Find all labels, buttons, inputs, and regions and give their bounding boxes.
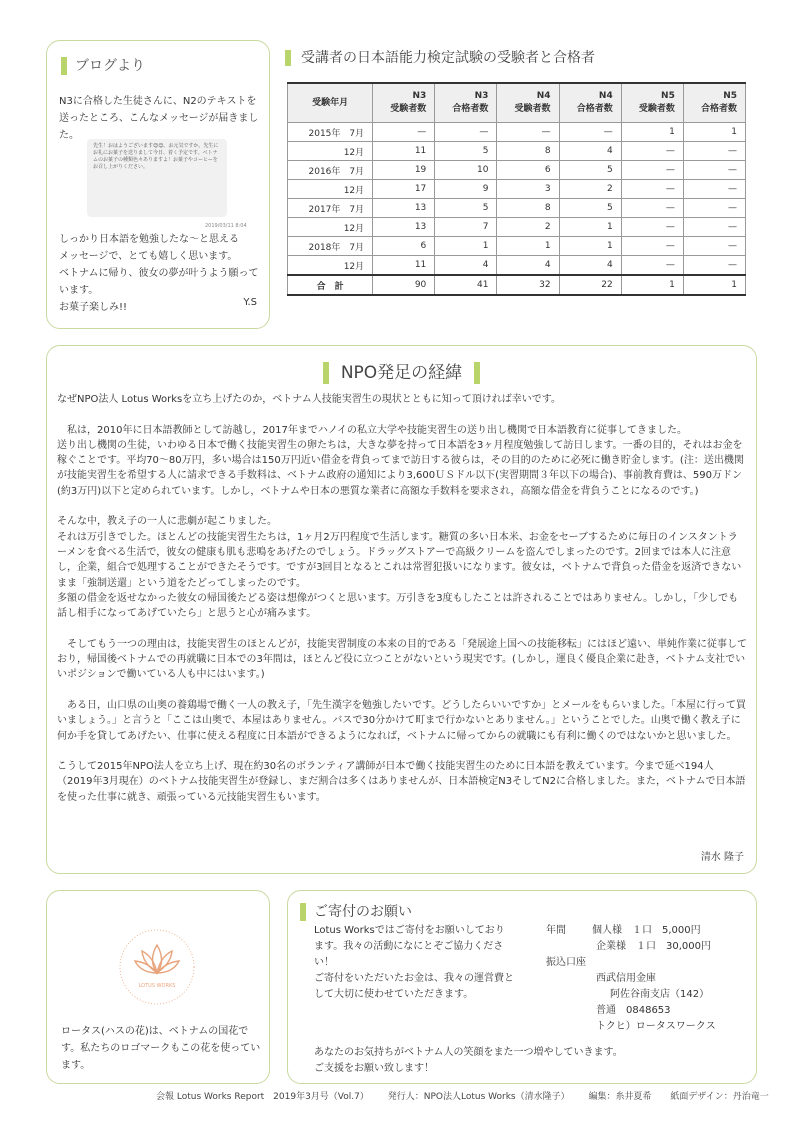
table-cell: 1 [559, 218, 621, 237]
footer-issue: 会報 Lotus Works Report 2019年3月号（Vol.7） [156, 1092, 369, 1102]
logo-box [46, 890, 270, 1084]
table-cell: 3 [497, 180, 559, 199]
table-cell: 32 [497, 275, 559, 295]
donation-title: ご寄付のお願い [314, 904, 412, 920]
table-cell: — [621, 218, 683, 237]
table-row [288, 218, 746, 237]
page-footer [156, 1089, 785, 1102]
table-title: 受講者の日本語能力検定試験の受験者と合格者 [301, 50, 595, 66]
blog-message-time: 2019/03/11 8:04 [205, 223, 247, 229]
exam-results-table [287, 82, 746, 296]
logo-text: LOTUS WORKS [138, 983, 176, 989]
table-cell: 2016年 7月 [288, 161, 373, 180]
table-total-row [288, 275, 746, 295]
table-cell: 4 [435, 256, 497, 276]
table-cell: 2018年 7月 [288, 237, 373, 256]
table-cell: 7 [435, 218, 497, 237]
accent-bar [474, 362, 480, 384]
blog-message-screenshot: 先生！おはようございます😊😊。お元気ですか。先生にお礼にお菓子を送りまして今日、着く予定です。ベトナムのお菓子の種類色々ありますよ！お菓子やコーヒーをお召し上がりください。 [87, 139, 227, 217]
table-heading [285, 47, 595, 67]
table-cell: 19 [373, 161, 435, 180]
donation-personal-row: 年間 個人様 １口 5,000円 [546, 925, 701, 936]
table-cell: 4 [559, 142, 621, 161]
npo-paragraph: ある日，山口県の山奥の養鶏場で働く一人の教え子，「先生漢字を勉強したいです。どうしたらいいですか」とメールをもらいました。「本屋に行って買いましょう。」と言うと「ここは山奥で、本屋はありません。バスで30分かけて町まで行かないとありません。」ということでした。山奥で働く教え子に何か手を貸してあげたい、仕事に使える程度に日本語ができるようになれば，ベトナムに帰ってからの就職にも有利に働くのではないかと思いました。 [57, 699, 746, 742]
table-cell: 12月 [288, 180, 373, 199]
table-cell: 12月 [288, 256, 373, 276]
donation-bank: 西武信用金庫 [596, 973, 656, 984]
table-row [288, 199, 746, 218]
table-cell: — [435, 123, 497, 142]
table-cell: 1 [683, 123, 745, 142]
table-header-cell: N3 受験者数 [373, 83, 435, 123]
table-cell: 11 [373, 256, 435, 276]
table-cell: 1 [497, 237, 559, 256]
table-cell: 1 [435, 237, 497, 256]
table-row [288, 256, 746, 276]
donation-closing: あなたのお気持ちがベトナム人の笑顔をまた一つ増やしていきます。 ご支援をお願い致します！ [314, 1047, 623, 1074]
table-row [288, 142, 746, 161]
table-row [288, 123, 746, 142]
npo-paragraph: そしてもう一つの理由は，技能実習生のほとんどが，技能実習制度の本来の目的である「発展途上国への技能移転」にはほど遠い、単純作業に従事しており，帰国後ベトナムでの再就職に日本での3年間は，ほとんど役に立つことがないという現実です。(しかし，運良く優良企業に赴き，ベトナム支社でいいポジションで働いている人も中にはいます。) [57, 638, 747, 681]
table-cell: 12月 [288, 218, 373, 237]
table-cell: 9 [435, 180, 497, 199]
table-header-row [288, 83, 746, 123]
donation-corporate-row: 企業様 １口 30,000円 [596, 941, 711, 952]
table-cell: 5 [559, 199, 621, 218]
table-header-cell: N5 受験者数 [621, 83, 683, 123]
table-cell: — [683, 237, 745, 256]
table-cell: 2 [497, 218, 559, 237]
table-cell: — [683, 180, 745, 199]
table-cell: — [683, 256, 745, 276]
table-cell: 4 [497, 256, 559, 276]
table-cell: 1 [559, 237, 621, 256]
footer-editor: 編集：糸井夏希 [588, 1092, 652, 1102]
npo-body [57, 392, 747, 820]
table-cell: 5 [435, 199, 497, 218]
donation-account-number: 普通 0848653 [596, 1005, 671, 1016]
table-cell: 2015年 7月 [288, 123, 373, 142]
table-header-cell: N4 受験者数 [497, 83, 559, 123]
footer-design: 紙面デザイン：丹治竜一 [670, 1092, 769, 1102]
npo-history-box [46, 345, 757, 874]
table-cell: 5 [435, 142, 497, 161]
blog-title: ブログより [75, 58, 145, 74]
table-cell: 90 [373, 275, 435, 295]
table-header-cell: N5 合格者数 [683, 83, 745, 123]
table-cell: — [683, 142, 745, 161]
table-cell: — [497, 123, 559, 142]
blog-body: しっかり日本語を勉強したな〜と思える メッセージで、とても嬉しく思います。 ベトナムに帰り、彼女の夢が叶うよう願っています。 お菓子楽しみ!! [59, 234, 259, 313]
table-cell: 10 [435, 161, 497, 180]
table-cell: — [621, 142, 683, 161]
table-cell: 1 [621, 275, 683, 295]
table-cell: — [683, 199, 745, 218]
donation-details [546, 923, 746, 1035]
table-cell: — [621, 237, 683, 256]
table-cell: 6 [497, 161, 559, 180]
table-cell: 1 [683, 275, 745, 295]
npo-signature: 清水 隆子 [700, 852, 744, 863]
npo-heading [47, 358, 756, 384]
table-cell: 8 [497, 199, 559, 218]
lotus-logo-icon [117, 927, 197, 1007]
npo-paragraph: こうして2015年NPO法人を立ち上げ、現在約30名のボランティア講師が日本で働く技能実習生のために日本語を教えています。今まで延べ194人（2019年3月現在）のベトナム技能実習生が登録し、まだ割合は多くはありませんが、日本語検定N3そしてN2に合格しました。また，ベトナムで日本語を使った仕事に就き、頑張っている元技能実習生もいます。 [57, 761, 746, 803]
table-cell: 4 [559, 256, 621, 276]
blog-signature: Y.S [243, 297, 257, 308]
table-cell: 13 [373, 199, 435, 218]
blog-intro: N3に合格した生徒さんに、N2のテキストを送ったところ、こんなメッセージが届きました。 [59, 96, 259, 141]
table-row [288, 161, 746, 180]
accent-bar [285, 50, 291, 66]
donation-heading [300, 901, 412, 921]
table-cell: — [683, 218, 745, 237]
table-cell: — [683, 161, 745, 180]
table-cell: 12月 [288, 142, 373, 161]
table-cell: — [621, 199, 683, 218]
accent-bar [323, 362, 329, 384]
table-cell: 22 [559, 275, 621, 295]
table-row [288, 237, 746, 256]
blog-heading [61, 55, 145, 75]
table-cell: — [621, 180, 683, 199]
blog-box [46, 40, 270, 329]
donation-account-label: 振込口座 [546, 957, 586, 968]
accent-bar [300, 903, 306, 921]
table-cell: — [621, 161, 683, 180]
donation-request-text: Lotus Worksではご寄付をお願いしております。我々の活動になにとぞご協力ください！ ご寄付をいただいたお金は、我々の運営費として大切に使わせていただきます。 [314, 925, 514, 1000]
table-header-cell: N4 合格者数 [559, 83, 621, 123]
table-cell: 合 計 [288, 275, 373, 295]
footer-publisher: 発行人：NPO法人Lotus Works（清水隆子） [387, 1092, 570, 1102]
table-cell: — [621, 256, 683, 276]
table-cell: 8 [497, 142, 559, 161]
table-cell: 6 [373, 237, 435, 256]
table-header-cell: 受験年月 [288, 83, 373, 123]
table-cell: 41 [435, 275, 497, 295]
table-cell: 2017年 7月 [288, 199, 373, 218]
npo-paragraph: なぜNPO法人 Lotus Worksを立ち上げたのか，ベトナム人技能実習生の現状とともに知って頂ければ幸いです。 [57, 394, 561, 405]
table-cell: 13 [373, 218, 435, 237]
npo-paragraph: そんな中，教え子の一人に悲劇が起こりました。 それは万引きでした。ほとんどの技能実習生たちは，1ヶ月2万円程度で生活します。糖質の多い日本米、お金をセーブするために毎日のインスタントラーメンを食べる生活で，彼女の健康も肌も悲鳴をあげたのでしょう。ドラッグストアーで高級クリームを盗んでしまったのです。2回までは本人に注意し，企業，組合で処理することができたそうです。ですが3回目となるとこれは常習犯扱いになります。彼女は，ベトナムで背負った借金を返済できないまま「強制送還」という道をたどってしまったのです。 多額の借金を返せなかった彼女の帰国後たどる姿は想像がつくと思います。万引きを3度もしたことは許されることではありません。しかし，「少しでも話し相手になってあげていたら」と思うと心が痛みます。 [57, 516, 742, 620]
table-cell: 2 [559, 180, 621, 199]
donation-account-holder: トクヒ）ロータスワークス [596, 1021, 716, 1032]
donation-branch: 阿佐谷南支店（142） [610, 989, 710, 1000]
table-cell: — [373, 123, 435, 142]
logo-caption: ロータス(ハスの花)は、ベトナムの国花です。私たちのロゴマークもこの花を使っています。 [61, 1026, 261, 1071]
donation-box [287, 890, 757, 1084]
table-cell: 17 [373, 180, 435, 199]
table-cell: — [559, 123, 621, 142]
npo-paragraph: 私は，2010年に日本語教師として訪越し，2017年までハノイの私立大学や技能実習生の送り出し機関で日本語教育に従事してきました。 送り出し機関の生徒，いわゆる日本で働く技能実習生の卵たちは，大きな夢を持って日本語を3ヶ月程度勉強して訪日します。一番の目的，それはお金を稼ぐことです。平均70〜80万円，多い場合は150万円近い借金を背負ってまで訪日する彼らは，その目的のために必死に働き貯金します。(注：送出機関が技能実習生を希望する人に請求できる手数料は、ベトナム政府の通知により3,600ＵＳドル以下(実習期間３年以下の場合)、事前教育費は、590万ドン(約3万円)以下と定められています。しかし，ベトナムや日本の悪質な業者に高額な手数料を要求され，高額な借金を背負うことになるのです。) [57, 424, 744, 497]
npo-title: NPO発足の経緯 [340, 363, 463, 383]
table-row [288, 180, 746, 199]
table-header-cell: N3 合格者数 [435, 83, 497, 123]
table-cell: 11 [373, 142, 435, 161]
table-cell: 5 [559, 161, 621, 180]
table-cell: 1 [621, 123, 683, 142]
accent-bar [61, 57, 67, 75]
